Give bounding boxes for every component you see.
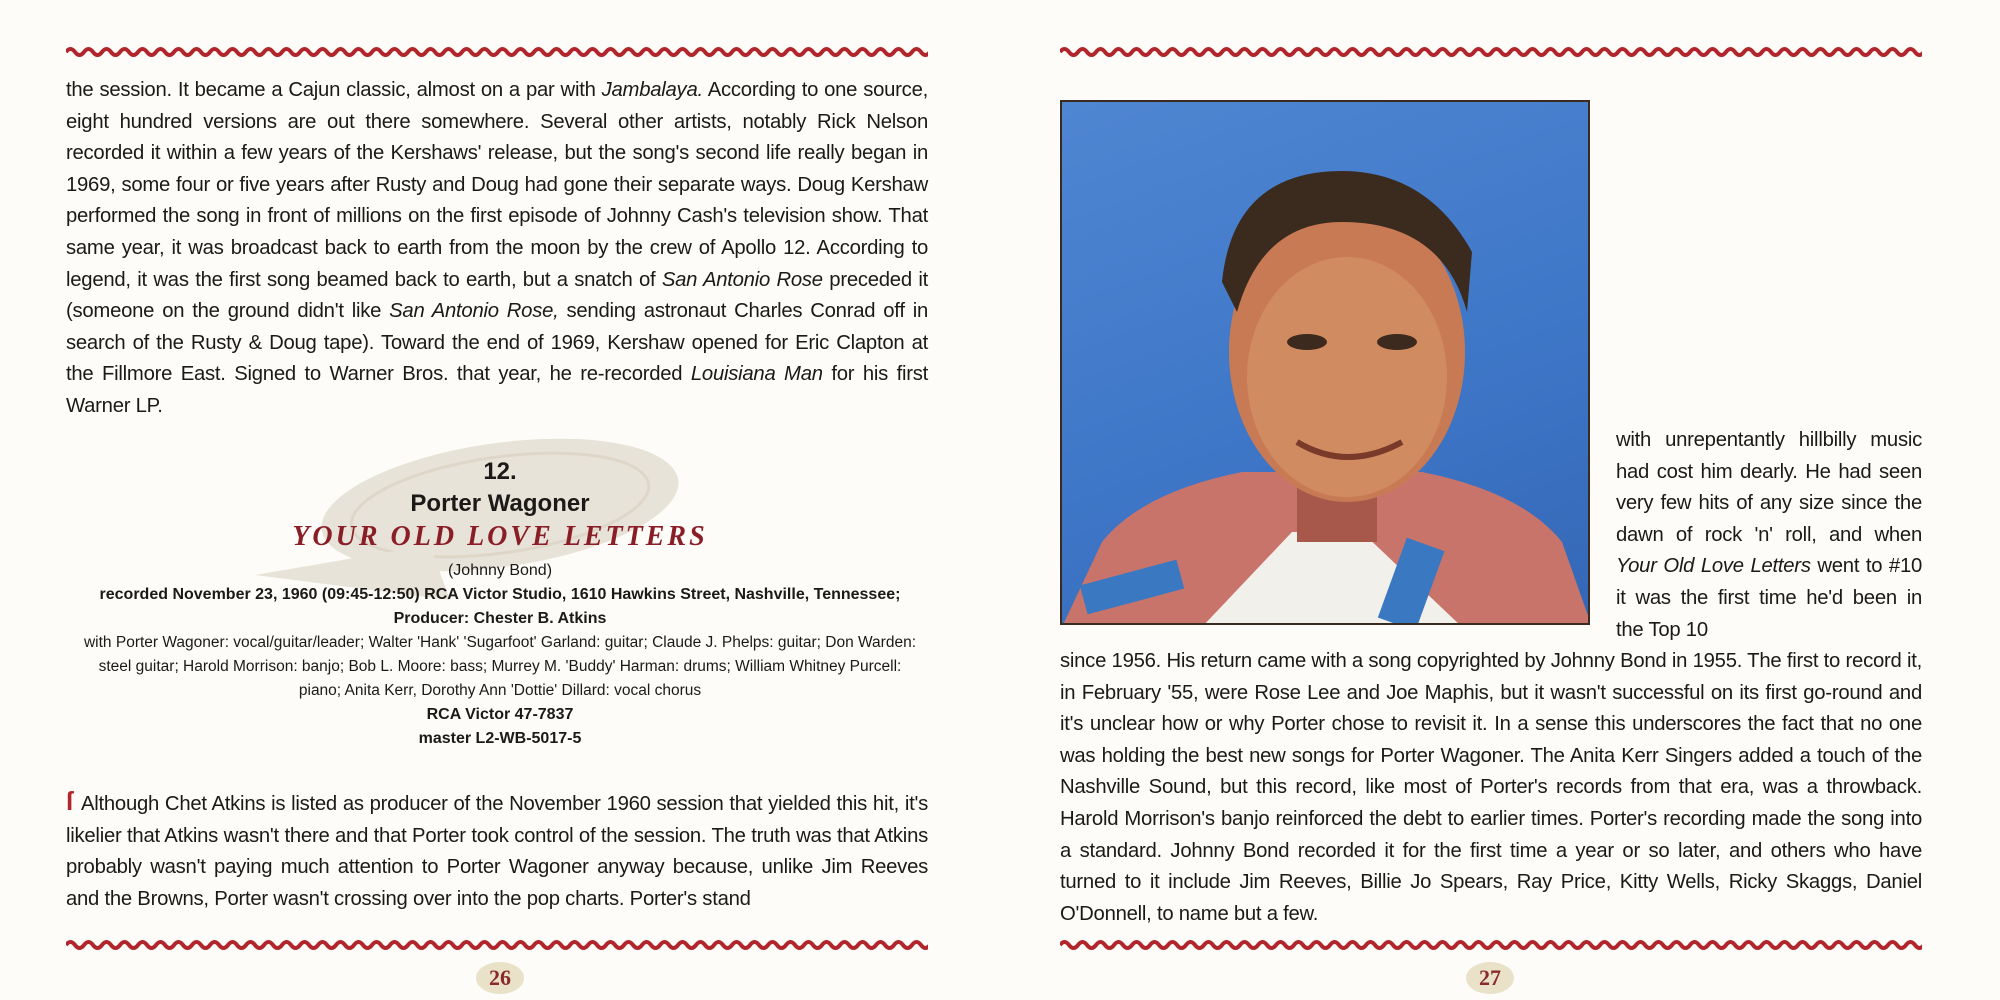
track-number: 12. bbox=[483, 458, 517, 485]
top-wave-border bbox=[1060, 45, 1922, 59]
song-title-italic: San Antonio Rose, bbox=[389, 300, 559, 323]
song-title-italic: Jambalaya. bbox=[601, 79, 703, 101]
producer: Producer: Chester B. Atkins bbox=[393, 610, 607, 627]
continued-paragraph bbox=[1060, 646, 1922, 930]
text-run: for his first Warner LP. bbox=[66, 363, 928, 417]
page-number: 27 bbox=[1466, 962, 1514, 994]
text-run: According to one source, eight hundred versions are out there somewhere. Several other artists, notably Rick Nelson recorded it within a few years of the Kershaws' release, but the song's second life really began in 1969, some four or five years after Rusty and Doug had gone their separate ways. Doug Kershaw performed the song in front of millions on the first episode of Johnny Cash's television show. That same year, it was broadcast back to earth from the moon by the crew of Apollo 12. According to legend, it was the first song beamed back to earth, but a snatch of bbox=[66, 79, 928, 291]
artist-name: Porter Wagoner bbox=[410, 490, 590, 517]
portrait-photo bbox=[1060, 100, 1590, 625]
text-run: preceded it (someone on the ground didn't like bbox=[66, 268, 928, 323]
essay-paragraph bbox=[66, 786, 928, 915]
text-run: sending astronaut Charles Conrad off in search of the Rusty & Doug tape). Toward the end of 1969, Kershaw opened for Eric Clapton at the Fillmore East. Signed to Warner Bros. that year, he re-recorded bbox=[66, 300, 928, 386]
song-title-italic: San Antonio Rose bbox=[661, 268, 823, 291]
text-run: the session. It became a Cajun classic, almost on a par with bbox=[66, 79, 602, 101]
catalog-number: RCA Victor 47-7837 bbox=[426, 706, 574, 723]
bottom-wave-border bbox=[66, 938, 928, 952]
bottom-wave-border bbox=[1060, 938, 1922, 952]
right-page bbox=[1000, 0, 2000, 1000]
intro-paragraph bbox=[66, 75, 928, 423]
session-info: recorded November 23, 1960 (09:45-12:50) RCA Victor Studio, 1610 Hawkins Street, Nashville, Tennessee; bbox=[99, 586, 901, 603]
page-number: 26 bbox=[476, 962, 524, 994]
song-title-italic: Your Old Love Letters bbox=[1616, 555, 1811, 578]
top-wave-border bbox=[66, 45, 928, 59]
essay-text: Although Chet Atkins is listed as producer of the November 1960 session that yielded this hit, it's likelier that Atkins wasn't there and that Porter took control of the session. The truth was that Atkins probably wasn't paying much attention to Porter Wagoner anyway because, unlike Jim Reeves and the Browns, Porter wasn't crossing over into the pop charts. Porter's stand bbox=[66, 793, 928, 910]
text-run: went to #10 it was the first time he'd been in the Top 10 bbox=[1616, 555, 1923, 641]
wrapped-paragraph bbox=[1616, 425, 1922, 646]
song-title-italic: Louisiana Man bbox=[690, 363, 823, 386]
personnel: with Porter Wagoner: vocal/guitar/leader; Walter 'Hank' 'Sugarfoot' Garland: guitar; Claude J. Phelps: guitar; Don Warden: steel guitar; Harold Morrison: banjo; Bob L. Moore: bass; Murrey M. 'Buddy' Harman: drums; William Whitney Purcell: piano; Anita Kerr, Dorothy Ann 'Dottie' Dillard: vocal chorus bbox=[83, 634, 916, 699]
master-number: master L2-WB-5017-5 bbox=[418, 730, 582, 747]
text-run: with unrepentantly hillbilly music had cost him dearly. He had seen very few hits of any size since the dawn of rock 'n' roll, and when bbox=[1616, 429, 1922, 546]
continued-text: since 1956. His return came with a song copyrighted by Johnny Bond in 1955. The first to record it, in February '55, were Rose Lee and Joe Maphis, but it wasn't successful on its first go-round and it's unclear how or why Porter chose to revisit it. In a sense this underscores the fact that no one was holding the best new songs for Porter Wagoner. The Anita Kerr Singers added a touch of the Nashville Sound, but this record, like most of Porter's records from that era, was a throwback. Harold Morrison's banjo reinforced the debt to earlier times. Porter's recording made the song into a standard. Johnny Bond recorded it for the first time a year or so later, and others who have turned to it include Jim Reeves, Billie Jo Spears, Ray Price, Kitty Wells, Ricky Skaggs, Daniel O'Donnell, to name but a few. bbox=[1060, 650, 1922, 925]
track-credits bbox=[60, 455, 940, 751]
song-title: YOUR OLD LOVE LETTERS bbox=[292, 521, 708, 552]
composer: (Johnny Bond) bbox=[447, 562, 553, 579]
music-note-icon: ſ bbox=[66, 786, 73, 816]
